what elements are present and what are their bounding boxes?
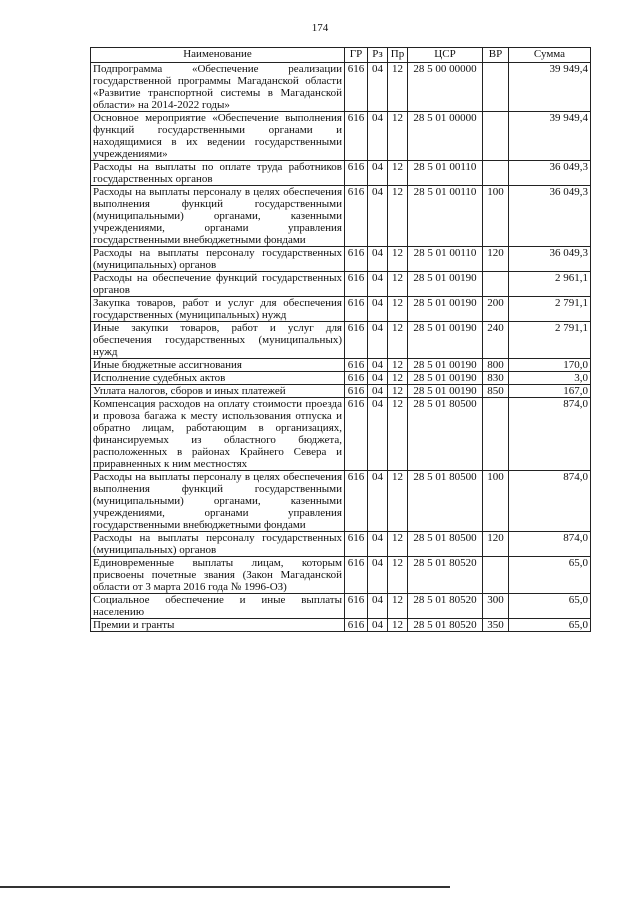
cell-csr: 28 5 01 80520 <box>408 557 483 594</box>
cell-sum: 65,0 <box>509 557 591 594</box>
cell-rz: 04 <box>368 359 388 372</box>
cell-vr: 100 <box>483 471 509 532</box>
cell-csr: 28 5 01 00190 <box>408 322 483 359</box>
cell-pr: 12 <box>388 247 408 272</box>
cell-sum: 2 791,1 <box>509 297 591 322</box>
cell-gr: 616 <box>345 619 368 632</box>
cell-rz: 04 <box>368 532 388 557</box>
cell-sum: 2 961,1 <box>509 272 591 297</box>
table-row <box>91 63 591 112</box>
cell-gr: 616 <box>345 359 368 372</box>
cell-rz: 04 <box>368 112 388 161</box>
cell-rz: 04 <box>368 186 388 247</box>
cell-name: Премии и гранты <box>91 619 345 632</box>
cell-vr <box>483 398 509 471</box>
cell-sum: 39 949,4 <box>509 63 591 112</box>
cell-pr: 12 <box>388 297 408 322</box>
cell-vr <box>483 63 509 112</box>
cell-gr: 616 <box>345 247 368 272</box>
table-row <box>91 594 591 619</box>
cell-csr: 28 5 01 00190 <box>408 297 483 322</box>
cell-name: Иные закупки товаров, работ и услуг для обеспечения государственных (муниципальных) нужд <box>91 322 345 359</box>
table-row <box>91 112 591 161</box>
cell-rz: 04 <box>368 247 388 272</box>
cell-vr: 200 <box>483 297 509 322</box>
bottom-rule <box>0 886 450 888</box>
cell-sum: 36 049,3 <box>509 161 591 186</box>
cell-vr: 240 <box>483 322 509 359</box>
cell-name: Расходы на выплаты по оплате труда работников государственных органов <box>91 161 345 186</box>
cell-gr: 616 <box>345 372 368 385</box>
cell-csr: 28 5 01 00190 <box>408 359 483 372</box>
cell-rz: 04 <box>368 619 388 632</box>
cell-csr: 28 5 01 00110 <box>408 161 483 186</box>
cell-vr: 850 <box>483 385 509 398</box>
table-row <box>91 186 591 247</box>
cell-csr: 28 5 01 00190 <box>408 372 483 385</box>
cell-pr: 12 <box>388 557 408 594</box>
header-name: Наименование <box>91 48 345 63</box>
cell-gr: 616 <box>345 398 368 471</box>
cell-csr: 28 5 01 80500 <box>408 471 483 532</box>
cell-name: Расходы на выплаты персоналу государственных (муниципальных) органов <box>91 247 345 272</box>
cell-csr: 28 5 01 00110 <box>408 186 483 247</box>
cell-name: Единовременные выплаты лицам, которым присвоены почетные звания (Закон Магаданской области от 3 марта 2016 года № 1996-ОЗ) <box>91 557 345 594</box>
cell-pr: 12 <box>388 532 408 557</box>
cell-csr: 28 5 01 00110 <box>408 247 483 272</box>
cell-rz: 04 <box>368 594 388 619</box>
cell-sum: 36 049,3 <box>509 247 591 272</box>
cell-sum: 3,0 <box>509 372 591 385</box>
table-row <box>91 557 591 594</box>
cell-vr <box>483 161 509 186</box>
cell-name: Основное мероприятие «Обеспечение выполнения функций государственными органами и находящимися в их ведении государственными учреждениями» <box>91 112 345 161</box>
cell-gr: 616 <box>345 112 368 161</box>
cell-name: Расходы на выплаты персоналу государственных (муниципальных) органов <box>91 532 345 557</box>
cell-gr: 616 <box>345 594 368 619</box>
cell-gr: 616 <box>345 385 368 398</box>
cell-sum: 167,0 <box>509 385 591 398</box>
cell-vr: 120 <box>483 247 509 272</box>
cell-pr: 12 <box>388 161 408 186</box>
cell-pr: 12 <box>388 398 408 471</box>
cell-sum: 65,0 <box>509 594 591 619</box>
table-row <box>91 385 591 398</box>
cell-name: Исполнение судебных актов <box>91 372 345 385</box>
cell-rz: 04 <box>368 63 388 112</box>
cell-name: Уплата налогов, сборов и иных платежей <box>91 385 345 398</box>
cell-sum: 2 791,1 <box>509 322 591 359</box>
table-row <box>91 359 591 372</box>
cell-rz: 04 <box>368 297 388 322</box>
cell-csr: 28 5 01 00000 <box>408 112 483 161</box>
header-rz: Рз <box>368 48 388 63</box>
cell-gr: 616 <box>345 557 368 594</box>
cell-gr: 616 <box>345 532 368 557</box>
header-csr: ЦСР <box>408 48 483 63</box>
cell-pr: 12 <box>388 359 408 372</box>
cell-gr: 616 <box>345 471 368 532</box>
cell-gr: 616 <box>345 272 368 297</box>
cell-gr: 616 <box>345 63 368 112</box>
table-row <box>91 322 591 359</box>
cell-sum: 874,0 <box>509 532 591 557</box>
cell-pr: 12 <box>388 112 408 161</box>
table-row <box>91 161 591 186</box>
cell-name: Компенсация расходов на оплату стоимости проезда и провоза багажа к месту использования отпуска и обратно лицам, работающим в организациях, финансируемых из областного бюджета, расположенных в районах Крайнего Севера и приравненных к ним местностях <box>91 398 345 471</box>
cell-csr: 28 5 01 00190 <box>408 385 483 398</box>
cell-csr: 28 5 01 80500 <box>408 532 483 557</box>
cell-rz: 04 <box>368 372 388 385</box>
cell-pr: 12 <box>388 471 408 532</box>
cell-csr: 28 5 00 00000 <box>408 63 483 112</box>
cell-sum: 39 949,4 <box>509 112 591 161</box>
cell-sum: 65,0 <box>509 619 591 632</box>
cell-rz: 04 <box>368 398 388 471</box>
cell-vr <box>483 272 509 297</box>
cell-pr: 12 <box>388 372 408 385</box>
cell-name: Социальное обеспечение и иные выплаты населению <box>91 594 345 619</box>
header-gr: ГР <box>345 48 368 63</box>
cell-sum: 170,0 <box>509 359 591 372</box>
cell-vr <box>483 112 509 161</box>
cell-csr: 28 5 01 80520 <box>408 619 483 632</box>
cell-pr: 12 <box>388 385 408 398</box>
cell-pr: 12 <box>388 63 408 112</box>
cell-vr <box>483 557 509 594</box>
cell-pr: 12 <box>388 186 408 247</box>
cell-name: Расходы на выплаты персоналу в целях обеспечения выполнения функций государственными (муниципальными) органами, казенными учреждениями, органами управления государственными внебюджетными фондами <box>91 186 345 247</box>
cell-gr: 616 <box>345 186 368 247</box>
cell-rz: 04 <box>368 322 388 359</box>
budget-table <box>90 47 591 632</box>
header-row <box>91 48 591 63</box>
page-number: 174 <box>311 22 329 34</box>
cell-pr: 12 <box>388 594 408 619</box>
table-row <box>91 619 591 632</box>
cell-vr: 300 <box>483 594 509 619</box>
table-row <box>91 297 591 322</box>
cell-name: Подпрограмма «Обеспечение реализации государственной программы Магаданской области «Развитие транспортной системы в Магаданской области» на 2014-2022 годы» <box>91 63 345 112</box>
cell-gr: 616 <box>345 322 368 359</box>
cell-rz: 04 <box>368 385 388 398</box>
cell-name: Расходы на обеспечение функций государственных органов <box>91 272 345 297</box>
cell-pr: 12 <box>388 322 408 359</box>
cell-rz: 04 <box>368 161 388 186</box>
table-row <box>91 372 591 385</box>
cell-rz: 04 <box>368 471 388 532</box>
cell-vr: 100 <box>483 186 509 247</box>
cell-sum: 36 049,3 <box>509 186 591 247</box>
cell-pr: 12 <box>388 619 408 632</box>
table-row <box>91 247 591 272</box>
cell-rz: 04 <box>368 272 388 297</box>
header-vr: ВР <box>483 48 509 63</box>
cell-vr: 350 <box>483 619 509 632</box>
cell-name: Закупка товаров, работ и услуг для обеспечения государственных (муниципальных) нужд <box>91 297 345 322</box>
cell-csr: 28 5 01 80520 <box>408 594 483 619</box>
cell-vr: 830 <box>483 372 509 385</box>
table-row <box>91 398 591 471</box>
cell-sum: 874,0 <box>509 471 591 532</box>
table-row <box>91 471 591 532</box>
cell-gr: 616 <box>345 161 368 186</box>
cell-vr: 120 <box>483 532 509 557</box>
cell-csr: 28 5 01 80500 <box>408 398 483 471</box>
header-pr: Пр <box>388 48 408 63</box>
cell-pr: 12 <box>388 272 408 297</box>
cell-rz: 04 <box>368 557 388 594</box>
header-sum: Сумма <box>509 48 591 63</box>
table-row <box>91 272 591 297</box>
cell-csr: 28 5 01 00190 <box>408 272 483 297</box>
cell-gr: 616 <box>345 297 368 322</box>
cell-name: Иные бюджетные ассигнования <box>91 359 345 372</box>
cell-vr: 800 <box>483 359 509 372</box>
cell-name: Расходы на выплаты персоналу в целях обеспечения выполнения функций государственными (муниципальными) органами, казенными учреждениями, органами управления государственными внебюджетными фондами <box>91 471 345 532</box>
table-row <box>91 532 591 557</box>
cell-sum: 874,0 <box>509 398 591 471</box>
